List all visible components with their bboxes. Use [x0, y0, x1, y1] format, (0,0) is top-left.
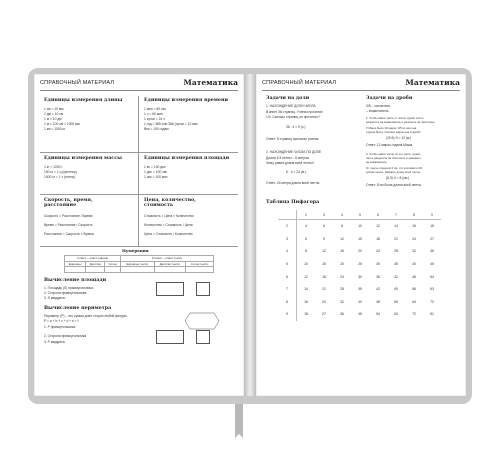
left-page: [34, 74, 244, 396]
table-row: [278, 270, 441, 283]
parts-line: Ответ: 9 страниц прочитал ученик.: [266, 137, 320, 141]
mass-line: 100 кг = 1 ц (центнер): [44, 170, 78, 174]
left-header-label: СПРАВОЧНЫЙ МАТЕРИАЛ: [40, 80, 115, 86]
parts-line: 2. НАХОЖДЕНИЕ ЧИСЛА ПО ДОЛЕ: [266, 150, 322, 154]
hexagon-shape: [184, 312, 220, 330]
pythagoras-cell: 21: [322, 287, 326, 292]
pythagoras-cell: 36: [430, 249, 434, 254]
area-units-title: Единицы измерения площади: [144, 155, 230, 161]
pythagoras-cell: 8: [341, 224, 343, 229]
pythagoras-cell: 9: [278, 308, 297, 321]
perimeter-line: 3. P квадрата: [44, 340, 65, 344]
parts-line: Длина 1/4 ленты – 6 метров.: [266, 156, 310, 160]
speed-line: Время = Расстояние / Скорость: [44, 223, 93, 227]
pythagoras-cell: 28: [340, 287, 344, 292]
parts-line: 1/4. Сколько страниц он прочитал?: [266, 115, 320, 119]
pythagoras-cell: 16: [304, 299, 308, 304]
table-row: [278, 308, 441, 321]
parts-line: 36 : 4 = 9 (с.): [286, 125, 306, 129]
numeration-class: I класс – класс единиц: [65, 256, 121, 262]
fraction-line: (20:5)·3 = 12 (м.): [386, 136, 412, 140]
pythagoras-cell: 45: [430, 262, 434, 267]
pythagoras-cell: 18: [430, 224, 434, 229]
pythagoras-cell: 42: [394, 274, 398, 279]
numeration-col: Десятки тысяч: [154, 261, 186, 267]
price-line: Количество = Стоимость / Цена: [144, 223, 193, 227]
pythagoras-cell: 3: [315, 210, 333, 220]
length-line: 1 км = 1000 м: [44, 127, 65, 131]
length-line: 1 м = 10 дм: [44, 117, 62, 121]
numeration-col: Сотни тысяч: [186, 261, 214, 267]
perimeter-line: 1. P прямоугольника: [44, 325, 76, 329]
pythagoras-cell: 2: [297, 210, 316, 220]
numeration-col: Сотни: [105, 261, 121, 267]
area-calc-line: 1. Площадь (S) прямоугольника:: [44, 286, 94, 290]
fraction-line: Ответ: 12 марок отдала Маша.: [366, 143, 414, 147]
pythagoras-cell: 12: [340, 236, 344, 241]
pythagoras-cell: 28: [394, 249, 398, 254]
time-line: 1 ч = 60 мин: [144, 112, 163, 116]
time-line: 1 год = 365 или 366 (сутки = 12 мес: [144, 122, 198, 126]
pythagoras-cell: 64: [412, 299, 416, 304]
pythagoras-cell: 32: [412, 249, 416, 254]
mass-line: 1000 кг = 1 т (тонна): [44, 175, 75, 179]
pythagoras-cell: 24: [412, 236, 416, 241]
table-row: [278, 283, 441, 296]
length-line: 1 см = 10 мм: [44, 107, 64, 111]
fraction-line: 1. Чтобы найти часть от числа, нужно число: [366, 116, 424, 120]
pythagoras-cell: 18: [322, 274, 326, 279]
perimeter-title: Вычисление периметра: [44, 305, 112, 311]
pythagoras-cell: 24: [322, 299, 326, 304]
table-row: [278, 296, 441, 309]
pythagoras-cell: 24: [376, 249, 380, 254]
parts-line: 6 · 4 = 24 (м.): [286, 170, 307, 174]
pythagoras-cell: 16: [412, 224, 416, 229]
price-title: Цена, количество, стоимость: [144, 197, 196, 209]
area-calc-line: 2. Сторона прямоугольника:: [44, 291, 88, 295]
fraction-line: длины ленты. Найдите длину всей ленты.: [366, 170, 421, 174]
pythagoras-cell: 7: [278, 283, 297, 296]
row-divider: [40, 194, 238, 195]
pythagoras-cell: 27: [430, 236, 434, 241]
fractions-title: Задачи на дроби: [366, 95, 413, 101]
length-line: 1 дм = 10 см: [44, 112, 64, 116]
pythagoras-cell: 18: [376, 236, 380, 241]
fraction-line: разделить на знаменатель и умножить на числитель.: [366, 120, 436, 124]
pythagoras-cell: 72: [430, 299, 434, 304]
pythagoras-cell: 35: [358, 287, 362, 292]
pythagoras-cell: 30: [376, 262, 380, 267]
right-header-label: СПРАВОЧНЫЙ МАТЕРИАЛ: [262, 80, 337, 86]
right-page-header: [262, 78, 460, 91]
right-page: [256, 74, 466, 396]
parts-line: 1. НАХОЖДЕНИЕ ДОЛИ ЧИСЛА: [266, 104, 316, 108]
pythagoras-cell: 49: [394, 287, 398, 292]
pythagoras-header-row: [278, 210, 441, 220]
pythagoras-cell: 12: [322, 249, 326, 254]
perimeter-line: Периметр (P) – это сумма длин сторон любой фигуры.: [44, 314, 128, 318]
pythagoras-cell: 14: [304, 287, 308, 292]
left-page-header: [40, 78, 238, 91]
area-calc-title: Вычисление площади: [44, 277, 107, 283]
fractions-parts-title: Задачи на доли: [266, 95, 310, 101]
numeration-title: Нумерация: [122, 248, 149, 253]
parts-line: Чему равна длина всей ленты?: [266, 161, 315, 165]
pythagoras-cell: 15: [322, 262, 326, 267]
pythagoras-cell: 6: [278, 270, 297, 283]
numeration-col: Единицы тысяч: [121, 261, 155, 267]
pythagoras-cell: 3: [278, 233, 297, 246]
pythagoras-cell: 5: [278, 258, 297, 271]
numeration-class: II класс – класс тысяч: [121, 256, 214, 262]
pythagoras-cell: 45: [358, 312, 362, 317]
price-line: Стоимость = Цена × Количество: [144, 214, 194, 218]
numeration-col: Единицы: [65, 261, 86, 267]
pythagoras-cell: 9: [323, 236, 325, 241]
pythagoras-cell: 56: [394, 299, 398, 304]
rectangle-shape: [156, 330, 184, 344]
rectangle-shape: [156, 282, 184, 296]
pythagoras-cell: 6: [323, 224, 325, 229]
pythagoras-cell: 12: [304, 274, 308, 279]
pythagoras-cell: 18: [304, 312, 308, 317]
table-row: [278, 258, 441, 271]
pythagoras-cell: 56: [412, 287, 416, 292]
fraction-line: От ленты отрезали 6 см, что составило 3/4: [366, 166, 423, 170]
table-row: [278, 233, 441, 246]
pythagoras-cell: 4: [278, 245, 297, 258]
pythagoras-table: [278, 210, 441, 321]
row-divider: [40, 246, 238, 247]
parts-line: В книге 36 страниц. Ученик прочитал: [266, 110, 323, 114]
pythagoras-cell: 72: [412, 312, 416, 317]
fraction-line: часть разделить на числитель и умножить: [366, 156, 421, 160]
numeration-table: [64, 255, 214, 273]
price-line: Цена = Стоимость / Количество: [144, 232, 193, 236]
pythagoras-cell: 63: [430, 287, 434, 292]
perimeter-line: 2. Сторона прямоугольника: [44, 334, 87, 338]
fraction-line: на знаменатель.: [366, 160, 388, 164]
pythagoras-cell: 4: [333, 210, 351, 220]
fraction-line: 2. Чтобы найти число по его части, нужно: [366, 152, 421, 156]
speed-line: Скорость = Расстояние / Время: [44, 214, 93, 218]
pythagoras-cell: 54: [376, 312, 380, 317]
area-line: 1 м² = 100 дм²: [144, 165, 166, 169]
notebook-spread: [28, 68, 472, 404]
fraction-line: – знаменатель: [366, 109, 389, 113]
left-page-title: Математика: [183, 78, 238, 87]
pythagoras-cell: 20: [358, 249, 362, 254]
pythagoras-cell: 63: [394, 312, 398, 317]
pythagoras-cell: 8: [405, 210, 423, 220]
pythagoras-cell: 5: [351, 210, 369, 220]
parts-line: Ответ: 24 метра длина всей ленты.: [266, 181, 321, 185]
column-divider: [138, 96, 139, 246]
pythagoras-cell: 4: [305, 224, 307, 229]
pythagoras-cell: 25: [358, 262, 362, 267]
pythagoras-cell: 42: [376, 287, 380, 292]
pythagoras-cell: 15: [358, 236, 362, 241]
time-line: 1 сутки = 24 ч: [144, 117, 165, 121]
pythagoras-cell: 20: [340, 262, 344, 267]
mass-line: 1 кг = 1000 г: [44, 165, 63, 169]
pythagoras-cell: 48: [376, 299, 380, 304]
time-line: Век = 100 годам: [144, 127, 169, 131]
pythagoras-cell: 40: [412, 262, 416, 267]
perimeter-line: P = a + b + c + d + e + f: [44, 319, 79, 323]
fraction-line: 3/5 – числитель: [366, 104, 391, 108]
notebook-spine: [244, 74, 256, 396]
pythagoras-cell: 30: [358, 274, 362, 279]
pythagoras-cell: 35: [394, 262, 398, 267]
pythagoras-cell: 8: [278, 296, 297, 309]
fraction-line: Ответ: 8 см была длина всей ленты.: [366, 183, 422, 187]
table-row: [278, 245, 441, 258]
pythagoras-cell: 8: [305, 249, 307, 254]
pythagoras-cell: 12: [376, 224, 380, 229]
length-line: 1 м = 100 см = 1000 мм: [44, 122, 80, 126]
pythagoras-cell: 36: [340, 312, 344, 317]
length-units-title: Единицы измерения длины: [44, 97, 123, 103]
pythagoras-cell: 81: [430, 312, 434, 317]
pythagoras-cell: 6: [305, 236, 307, 241]
mass-units-title: Единицы измерения массы: [44, 155, 122, 161]
pythagoras-cell: 2: [278, 220, 297, 233]
area-line: 1 см² = 100 мм²: [144, 175, 168, 179]
square-shape: [196, 330, 210, 344]
area-line: 1 дм² = 100 см²: [144, 170, 168, 174]
pythagoras-cell: 54: [430, 274, 434, 279]
pythagoras-cell: 14: [394, 224, 398, 229]
area-calc-line: 3. S квадрата:: [44, 296, 66, 300]
speed-line: Расстояние = Скорость × Время: [44, 232, 94, 236]
pythagoras-cell: 6: [369, 210, 387, 220]
pythagoras-cell: 27: [322, 312, 326, 317]
pythagoras-title: Таблица Пифагора: [266, 199, 320, 205]
square-shape: [196, 282, 210, 296]
right-page-title: Математика: [405, 78, 460, 87]
pythagoras-cell: 24: [340, 274, 344, 279]
speed-title: Скорость, время, расстояние: [44, 197, 93, 209]
row-divider: [40, 152, 238, 153]
bookmark-ribbon[interactable]: [235, 404, 243, 438]
pythagoras-cell: 7: [387, 210, 405, 220]
pythagoras-cell: 10: [358, 224, 362, 229]
pythagoras-cell: 36: [376, 274, 380, 279]
pythagoras-cell: 48: [412, 274, 416, 279]
pythagoras-cell: 10: [304, 262, 308, 267]
pythagoras-cell: 16: [340, 249, 344, 254]
fraction-line: У Маши было 20 марок. 3/5 из них она: [366, 126, 417, 130]
fraction-line: отдала брату. Сколько марок она отдала?: [366, 130, 421, 134]
numeration-col: Десятки: [86, 261, 105, 267]
pythagoras-cell: 9: [423, 210, 441, 220]
time-units-title: Единицы измерения времени: [144, 97, 229, 103]
table-row: [278, 220, 441, 233]
fraction-line: (6:3)·4 = 8 (см.): [386, 176, 410, 180]
pythagoras-cell: 40: [358, 299, 362, 304]
pythagoras-cell: 32: [340, 299, 344, 304]
pythagoras-cell: 21: [394, 236, 398, 241]
time-line: 1 мин = 60 сек: [144, 107, 166, 111]
